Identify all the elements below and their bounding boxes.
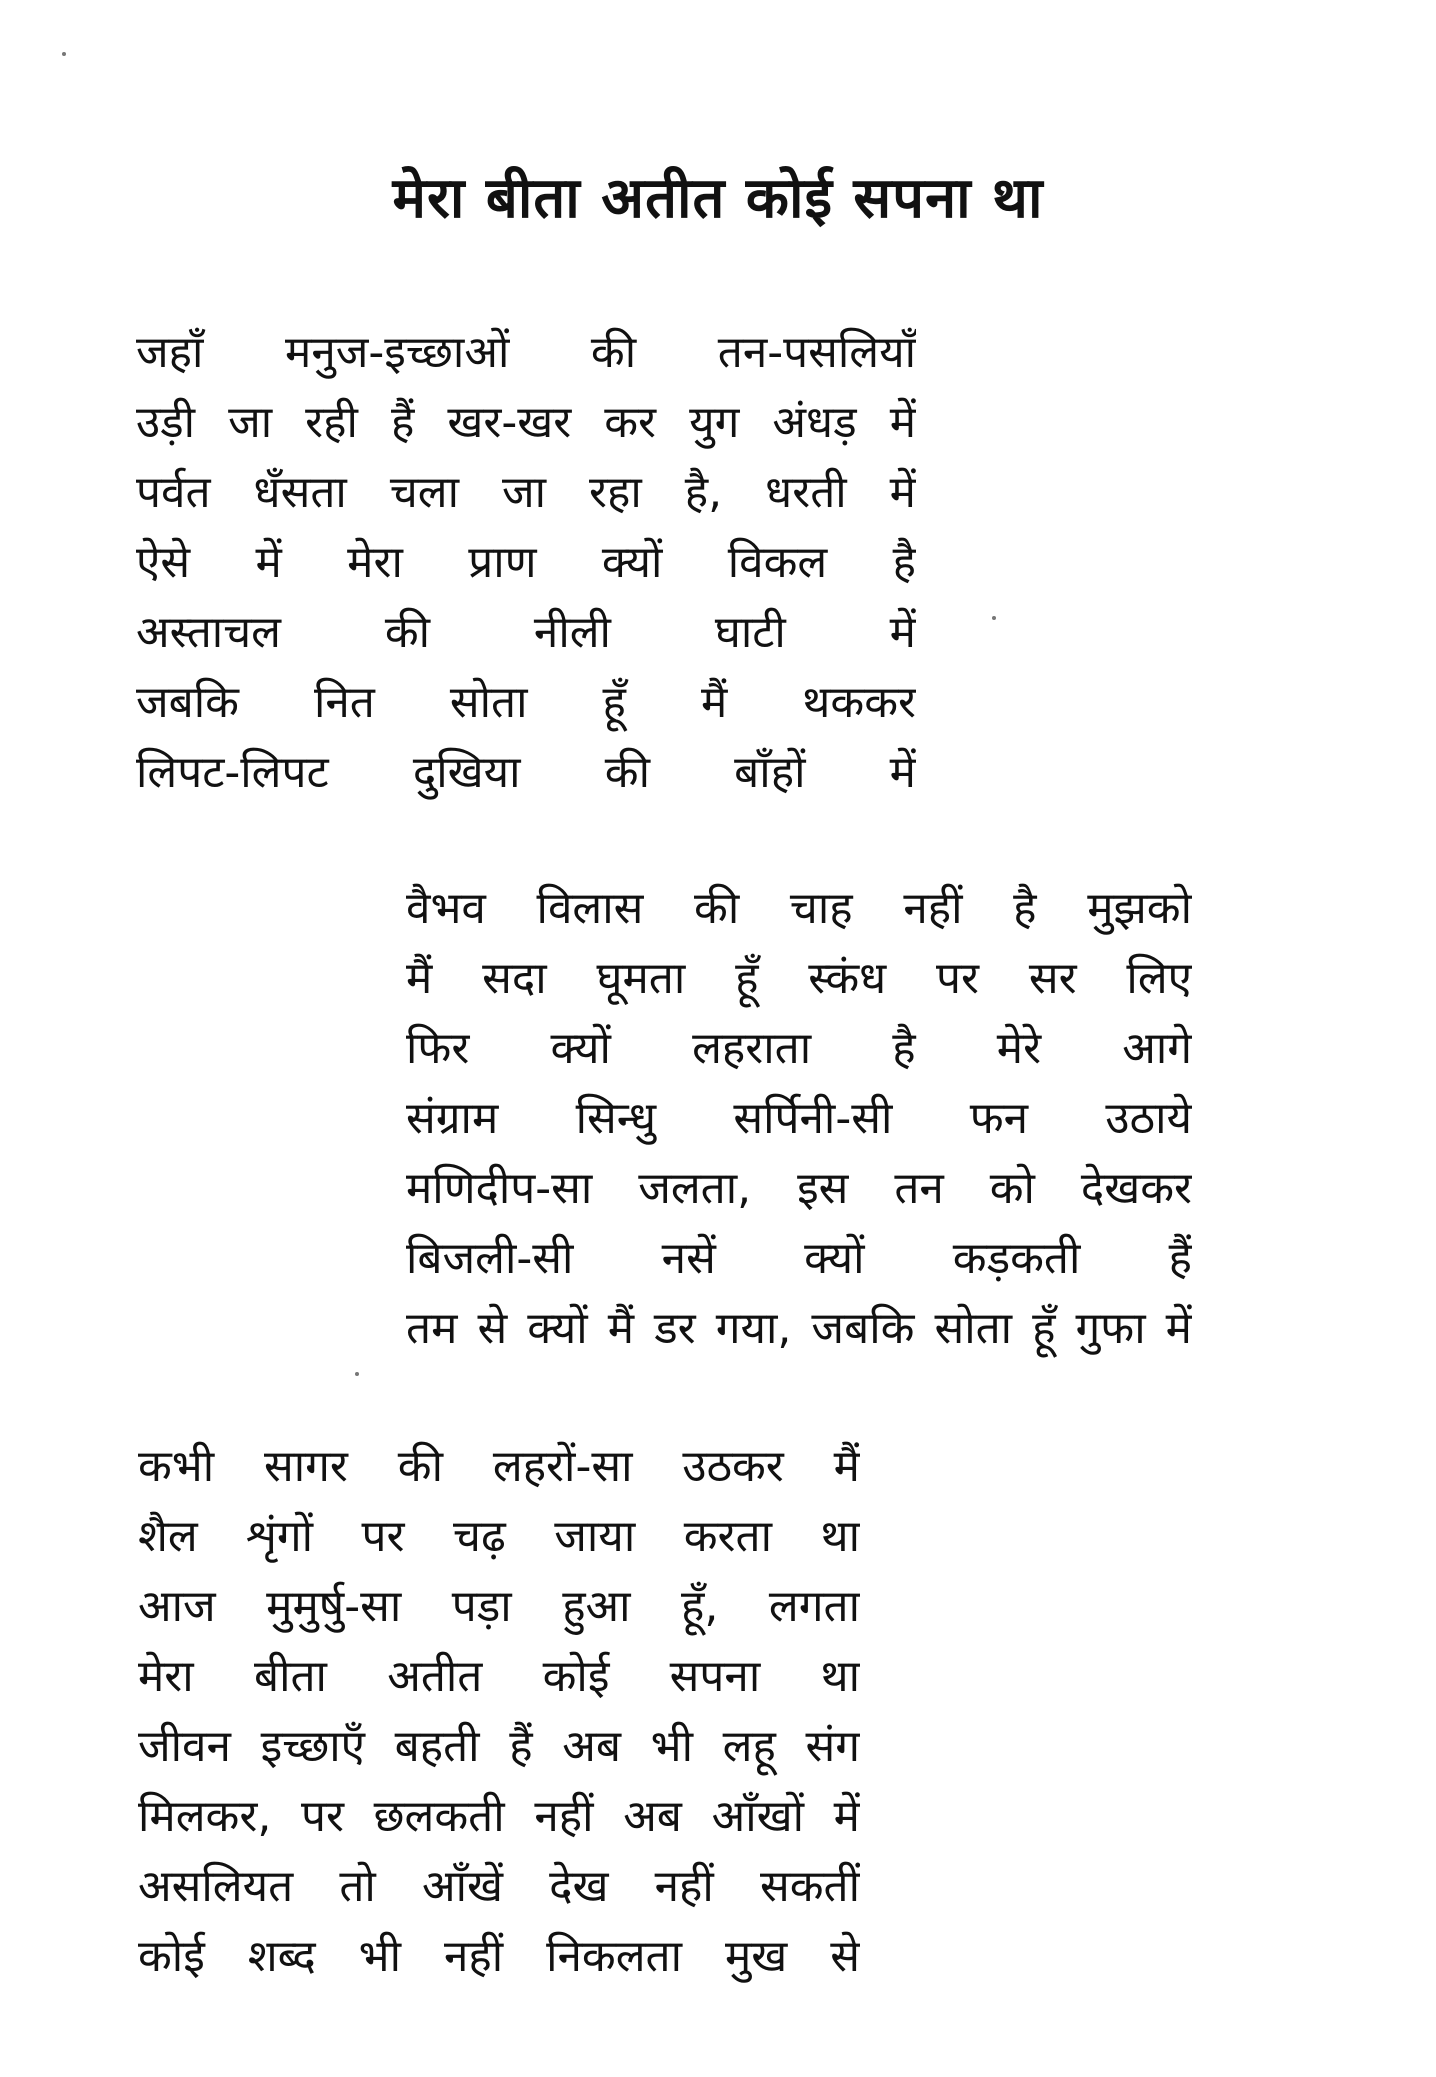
- scan-speck: [62, 52, 66, 56]
- poem-line: मैं सदा घूमता हूँ स्कंध पर सर लिए: [406, 953, 1192, 1004]
- poem-line: कोई शब्द भी नहीं निकलता मुख से: [138, 1931, 860, 1982]
- poem-line: फिर क्यों लहराता है मेरे आगे: [406, 1023, 1192, 1074]
- poem-line: अस्ताचल की नीली घाटी में: [136, 607, 916, 658]
- stanza-3: [138, 1432, 860, 1992]
- poem-line: बिजली-सी नसें क्यों कड़कती हैं: [406, 1233, 1192, 1284]
- poem-line: असलियत तो आँखें देख नहीं सकतीं: [138, 1861, 860, 1912]
- poem-line: लिपट-लिपट दुखिया की बाँहों में: [136, 747, 916, 798]
- poem-line: जहाँ मनुज-इच्छाओं की तन-पसलियाँ: [136, 327, 916, 378]
- poem-line: उड़ी जा रही हैं खर-खर कर युग अंधड़ में: [136, 397, 916, 448]
- poem-line: आज मुमुर्षु-सा पड़ा हुआ हूँ, लगता: [138, 1581, 860, 1632]
- poem-line: वैभव विलास की चाह नहीं है मुझको: [406, 883, 1192, 934]
- poem-line: जबकि नित सोता हूँ मैं थककर: [136, 677, 916, 728]
- poem-line: मिलकर, पर छलकती नहीं अब आँखों में: [138, 1791, 860, 1842]
- poem-line: ऐसे में मेरा प्राण क्यों विकल है: [136, 537, 916, 588]
- scan-speck: [355, 1372, 359, 1376]
- stanza-2: [406, 874, 1192, 1364]
- poem-line: पर्वत धँसता चला जा रहा है, धरती में: [136, 467, 916, 518]
- poem-line: कभी सागर की लहरों-सा उठकर मैं: [138, 1441, 860, 1492]
- stanza-1: [136, 318, 916, 808]
- scan-speck: [992, 616, 996, 620]
- poem-line: तम से क्यों मैं डर गया, जबकि सोता हूँ गुफा में: [406, 1303, 1192, 1354]
- poem-line: मणिदीप-सा जलता, इस तन को देखकर: [406, 1163, 1192, 1214]
- poem-line: मेरा बीता अतीत कोई सपना था: [138, 1651, 860, 1702]
- poem-line: जीवन इच्छाएँ बहती हैं अब भी लहू संग: [138, 1721, 860, 1772]
- poem-line: संग्राम सिन्धु सर्पिनी-सी फन उठाये: [406, 1093, 1192, 1144]
- poem-line: शैल शृंगों पर चढ़ जाया करता था: [138, 1511, 860, 1562]
- poem-title: मेरा बीता अतीत कोई सपना था: [392, 166, 1044, 231]
